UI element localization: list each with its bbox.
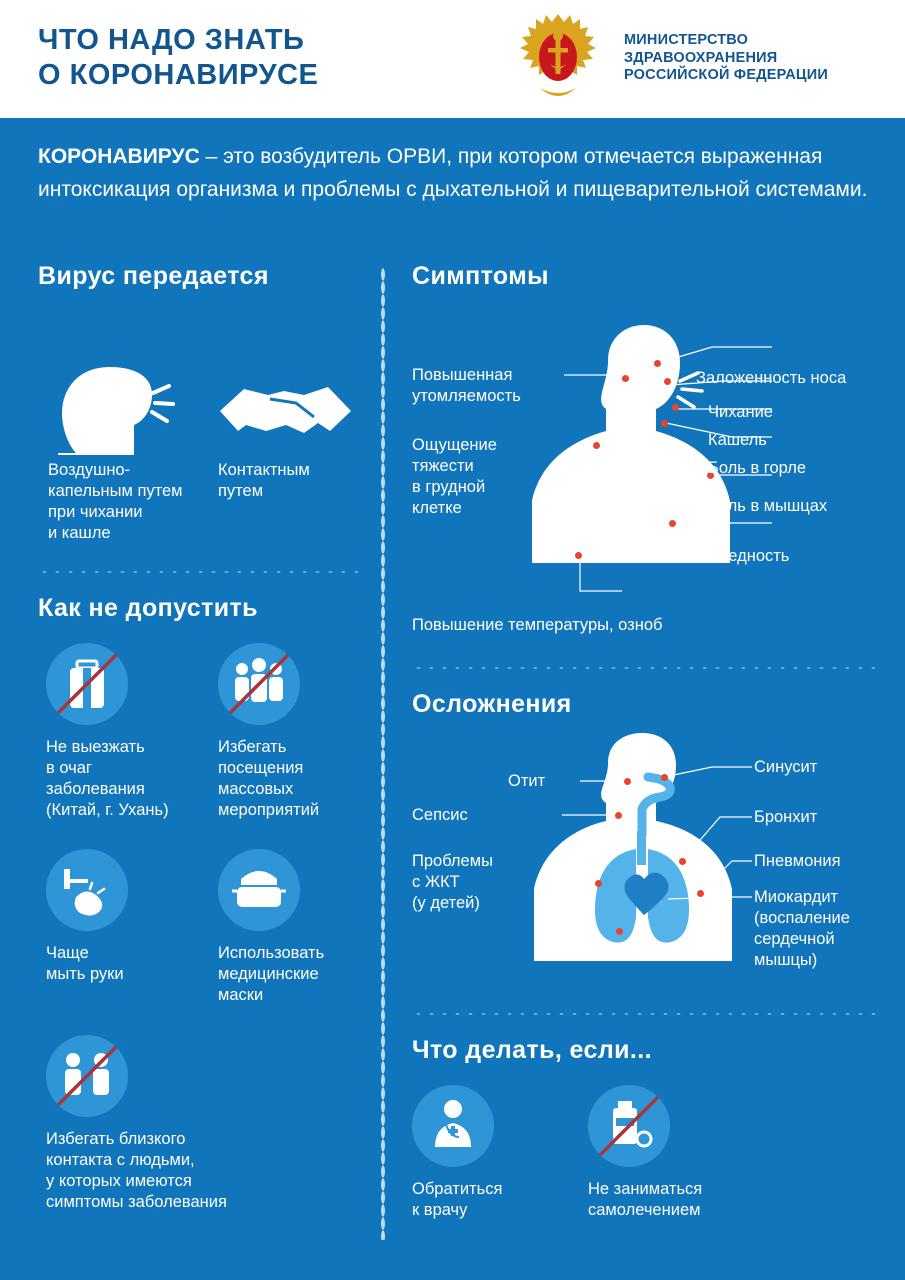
complication-dot xyxy=(615,812,622,819)
right-column xyxy=(412,262,882,1219)
symptom-dot xyxy=(622,375,629,382)
whattodo-item-see-doctor xyxy=(412,1085,602,1221)
complication-label-otitis: Отит xyxy=(508,772,546,790)
ministry-name xyxy=(624,32,828,85)
symptom-label-cough: Кашель xyxy=(708,431,767,449)
head-sneezing-icon xyxy=(48,365,178,455)
symptom-dot xyxy=(669,520,676,527)
symptom-dot xyxy=(661,420,668,427)
page-title-line2: О КОРОНАВИРУСЕ xyxy=(38,59,319,91)
prevention-caption-distance: Избегать близкого контакта с людьми, у которых имеются симптомы заболевания xyxy=(46,1130,227,1211)
doctor-icon xyxy=(412,1085,494,1167)
prevention-caption-handwash: Чаще мыть руки xyxy=(46,944,124,983)
whattodo-title: Что делать, если... xyxy=(412,1036,652,1064)
header xyxy=(0,0,905,118)
transmission-title: Вирус передается xyxy=(38,262,269,290)
left-column xyxy=(38,262,360,1211)
symptom-label-muscle-pain: Боль в мышцах xyxy=(708,497,828,515)
ministry-line3: РОССИЙСКОЙ ФЕДЕРАЦИИ xyxy=(624,67,828,83)
complication-dot xyxy=(595,880,602,887)
prohibition-slash-icon xyxy=(596,1093,662,1159)
vertical-dotted-divider xyxy=(381,268,385,1240)
prevention-circle xyxy=(46,1035,128,1117)
complication-dot xyxy=(697,890,704,897)
handwash-icon xyxy=(46,849,128,931)
whattodo-item-no-self-medication xyxy=(588,1085,778,1221)
complication-label-sepsis: Сепсис xyxy=(412,806,468,824)
prevention-circle xyxy=(218,849,300,931)
whattodo-caption-see-doctor: Обратиться к врачу xyxy=(412,1180,503,1219)
transmission-item-contact xyxy=(218,365,353,502)
intro-text: – это возбудитель ОРВИ, при котором отмечается выраженная интоксикация организма и проблемы с дыхательной и пищеварительной системами. xyxy=(38,145,868,201)
ministry-line1: МИНИСТЕРСТВО xyxy=(624,32,749,48)
prevention-caption-mask: Использовать медицинские маски xyxy=(218,944,325,1004)
prevention-circle xyxy=(218,643,300,725)
whattodo-caption-no-self-medication: Не заниматься самолечением xyxy=(588,1180,703,1219)
prohibition-slash-icon xyxy=(54,1043,120,1109)
transmission-caption-airborne: Воздушно- капельным путем при чихании и кашле xyxy=(48,461,183,542)
whattodo-circle xyxy=(412,1085,494,1167)
handshake-icon xyxy=(218,365,353,455)
left-divider xyxy=(38,570,360,574)
prohibition-slash-icon xyxy=(226,651,292,717)
prevention-item-travel xyxy=(46,643,206,821)
page-title xyxy=(38,23,318,93)
prevention-title: Как не допустить xyxy=(38,594,258,622)
russian-coat-of-arms-icon xyxy=(510,10,606,110)
complication-label-sinusitis: Синусит xyxy=(754,758,818,776)
symptom-dot xyxy=(672,404,679,411)
symptom-dot xyxy=(575,552,582,559)
symptom-dot xyxy=(593,442,600,449)
prevention-item-mask xyxy=(218,849,378,1006)
prevention-item-handwash xyxy=(46,849,206,985)
complication-dot xyxy=(679,858,686,865)
prevention-circle xyxy=(46,643,128,725)
intro-keyword: КОРОНАВИРУС xyxy=(38,145,200,168)
prevention-item-crowd xyxy=(218,643,378,821)
transmission-item-airborne xyxy=(48,365,183,544)
symptom-label-sore-throat: Боль в горле xyxy=(708,459,807,477)
transmission-caption-contact: Контактным путем xyxy=(218,461,310,500)
symptom-label-fever: Повышение температуры, озноб xyxy=(412,616,663,634)
ministry-line2: ЗДРАВООХРАНЕНИЯ xyxy=(624,49,778,66)
symptom-dot xyxy=(664,378,671,385)
symptoms-figure xyxy=(412,305,882,650)
right-divider-2 xyxy=(412,1012,882,1016)
prevention-item-distance xyxy=(46,1035,346,1213)
transmission-block xyxy=(38,305,360,570)
complication-label-bronchitis: Бронхит xyxy=(754,808,818,826)
prevention-caption-travel: Не выезжать в очаг заболевания (Китай, г. Ухань) xyxy=(46,738,169,819)
complications-title: Осложнения xyxy=(412,690,572,718)
symptoms-title: Симптомы xyxy=(412,262,549,290)
complication-dot xyxy=(616,928,623,935)
page-title-line1: ЧТО НАДО ЗНАТЬ xyxy=(38,24,305,56)
symptom-label-fatigue: Повышенная утомляемость xyxy=(412,366,521,405)
prohibition-slash-icon xyxy=(54,651,120,717)
intro-paragraph xyxy=(38,140,868,206)
complication-label-myocarditis: Миокардит (воспаление сердечной мышцы) xyxy=(754,888,850,969)
complication-dot xyxy=(661,774,668,781)
complications-figure xyxy=(412,733,882,1008)
whattodo-grid xyxy=(412,1079,882,1219)
prevention-caption-crowd: Избегать посещения массовых мероприятий xyxy=(218,738,320,819)
symptom-label-chest-heaviness: Ощущение тяжести в грудной клетке xyxy=(412,436,497,517)
complication-dot xyxy=(624,778,631,785)
complication-label-gi: Проблемы с ЖКТ (у детей) xyxy=(412,852,493,912)
symptom-label-pallor: Бледность xyxy=(708,547,790,565)
prevention-circle xyxy=(46,849,128,931)
right-divider-1 xyxy=(412,666,882,670)
symptom-label-sneezing: Чихание xyxy=(708,403,773,421)
whattodo-circle xyxy=(588,1085,670,1167)
face-mask-icon xyxy=(218,849,300,931)
complication-label-pneumonia: Пневмония xyxy=(754,852,841,870)
prevention-grid xyxy=(38,637,360,1211)
symptom-dot xyxy=(654,360,661,367)
symptom-label-nasal-congestion: Заложенность носа xyxy=(696,369,847,387)
